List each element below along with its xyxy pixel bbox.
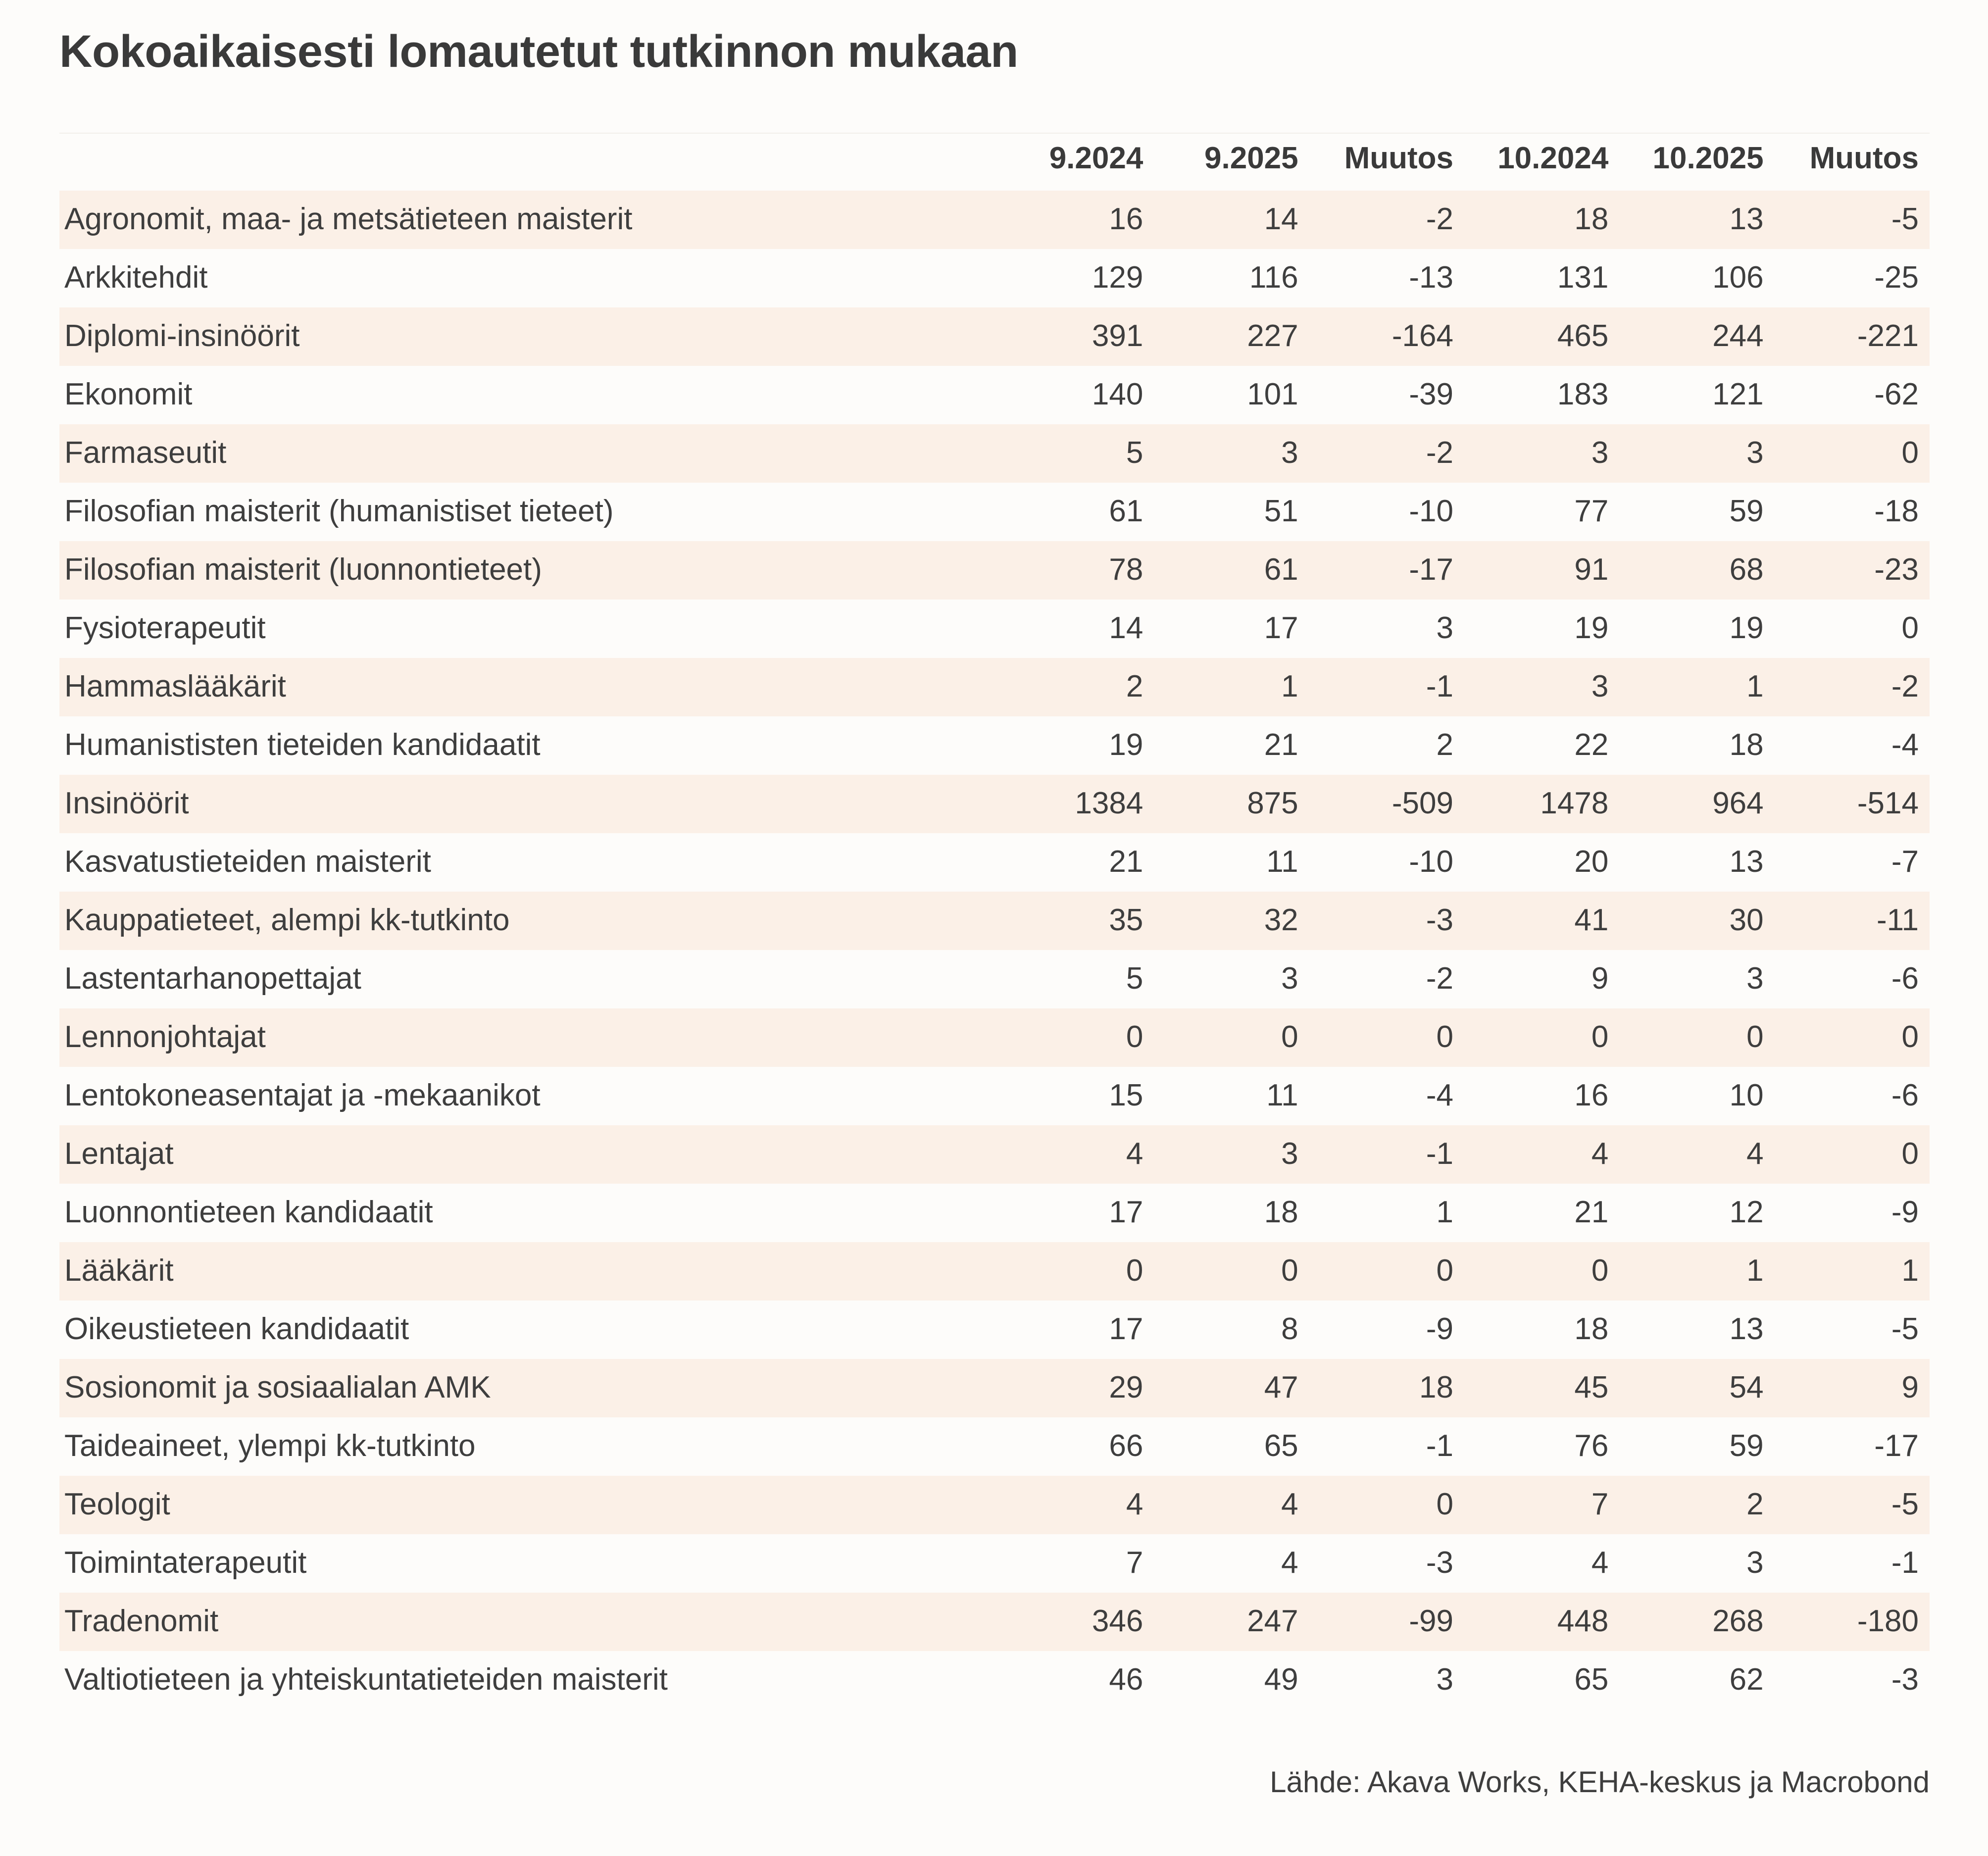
table-cell: -514 [1775,775,1930,833]
table-row [59,775,1930,833]
table-cell: -5 [1775,1476,1930,1534]
table-cell: 0 [1309,1008,1464,1067]
table-cell: 46 [1109,1662,1143,1697]
table-row [59,483,1930,541]
row-label: Lääkärit [59,1242,999,1301]
table-cell: 18 [1574,1312,1609,1346]
table-cell: 121 [1712,377,1764,411]
table-row [59,307,1930,366]
table-cell: 140 [1092,377,1143,411]
row-label: Lentokoneasentajat ja -mekaanikot [64,1078,541,1112]
row-label: Fysioterapeutit [64,611,266,645]
table-cell: -62 [1874,377,1919,411]
table-cell: -221 [1775,307,1930,366]
table-cell: 1 [1619,1242,1774,1301]
table-cell: -10 [1409,845,1453,879]
row-label: Filosofian maisterit (humanistiset tieteet) [64,494,614,528]
table-cell: 0 [1619,1008,1774,1067]
table-cell: 3 [1746,1546,1764,1580]
table-row [59,1651,1930,1709]
table-cell: 0 [1464,1008,1619,1067]
table-header [59,133,1930,191]
table-cell: 4 [1591,1546,1609,1580]
row-label: Kasvatustieteiden maisterit [64,845,431,879]
table-cell: 0 [1464,1242,1619,1301]
table-cell: 45 [1464,1359,1619,1417]
column-header-10-2025: 10.2025 [1619,133,1774,191]
table-cell: 68 [1619,541,1774,600]
row-label: Filosofian maisterit (luonnontieteet) [59,541,999,600]
table-cell: 19 [1109,728,1143,762]
table-cell: 61 [1154,541,1309,600]
row-label: Kauppatieteet, alempi kk-tutkinto [59,892,999,950]
table-cell: 21 [1109,845,1143,879]
table-cell: 244 [1619,307,1774,366]
table-cell: 247 [1154,1593,1309,1651]
table-cell: 116 [1249,260,1298,295]
table-row [59,249,1930,307]
table-cell: 131 [1557,260,1609,295]
row-label: Ekonomit [64,377,193,411]
table-cell: 391 [999,307,1154,366]
table-cell: -13 [1409,260,1453,295]
table-body [59,191,1930,1709]
table-cell: 4 [999,1125,1154,1184]
table-cell: 7 [1126,1546,1143,1580]
table-cell: 19 [1729,611,1764,645]
table-cell: 10 [1729,1078,1764,1112]
table-cell: -3 [1309,892,1464,950]
table-cell: 22 [1574,728,1609,762]
table-cell: -25 [1874,260,1919,295]
table-cell: 0 [1309,1242,1464,1301]
table-cell: 3 [1464,658,1619,716]
table-cell: 29 [999,1359,1154,1417]
row-label: Toimintaterapeutit [64,1546,307,1580]
table-cell: 13 [1619,191,1774,249]
row-label: Insinöörit [59,775,999,833]
table-cell: 18 [1309,1359,1464,1417]
row-label: Hammaslääkärit [59,658,999,716]
table-cell: -6 [1891,1078,1919,1112]
table-row [59,1534,1930,1593]
table-cell: -1 [1891,1546,1919,1580]
table-row [59,1242,1930,1301]
table-cell: -5 [1775,191,1930,249]
table-row [59,1067,1930,1125]
row-label: Lastentarhanopettajat [64,961,361,996]
table-cell: 3 [1746,961,1764,996]
table-cell: 54 [1619,1359,1774,1417]
table-cell: 59 [1729,494,1764,528]
table-cell: 15 [1109,1078,1143,1112]
table-cell: 3 [1281,961,1298,996]
table-cell: -2 [1775,658,1930,716]
table-cell: 448 [1464,1593,1619,1651]
table-cell: 1 [1436,1195,1453,1229]
table-cell: -10 [1409,494,1453,528]
table-cell: 35 [999,892,1154,950]
row-label: Taideaineet, ylempi kk-tutkinto [64,1429,476,1463]
table-cell: 4 [1154,1476,1309,1534]
table-cell: -2 [1426,961,1453,996]
table-row [59,1184,1930,1242]
table-row [59,424,1930,483]
table-row [59,1359,1930,1417]
table-cell: 41 [1464,892,1619,950]
table-cell: 65 [1574,1662,1609,1697]
table-cell: 78 [999,541,1154,600]
table-cell: 18 [1464,191,1619,249]
row-label: Teologit [59,1476,999,1534]
table-cell: -9 [1891,1195,1919,1229]
table-cell: -11 [1775,892,1930,950]
table-cell: 18 [1729,728,1764,762]
table-cell: 101 [1247,377,1298,411]
table-row [59,366,1930,424]
row-label: Tradenomit [59,1593,999,1651]
table-cell: 12 [1729,1195,1764,1229]
row-label: Agronomit, maa- ja metsätieteen maisterit [59,191,999,249]
table-cell: -9 [1426,1312,1453,1346]
table-cell: 346 [999,1593,1154,1651]
table-cell: 11 [1266,845,1298,879]
table-cell: 183 [1557,377,1609,411]
column-header-label [59,133,999,191]
table-cell: 2 [1436,728,1453,762]
table-cell: 91 [1464,541,1619,600]
table-cell: 129 [1092,260,1143,295]
table-cell: 964 [1619,775,1774,833]
table-cell: 9 [1591,961,1609,996]
table-cell: 0 [1309,1476,1464,1534]
table-cell: 3 [1436,611,1453,645]
table-cell: 268 [1619,1593,1774,1651]
table-cell: 47 [1154,1359,1309,1417]
table-cell: -509 [1309,775,1464,833]
table-cell: 3 [1436,1662,1453,1697]
page-title: Kokoaikaisesti lomautetut tutkinnon mukaan [59,26,1018,77]
table-cell: 3 [1619,424,1774,483]
table-cell: 14 [1154,191,1309,249]
table-cell: 61 [1109,494,1143,528]
table-cell: 875 [1154,775,1309,833]
table-cell: 8 [1281,1312,1298,1346]
table-cell: 7 [1464,1476,1619,1534]
table-cell: -2 [1309,191,1464,249]
table-cell: 21 [1264,728,1298,762]
table-cell: 32 [1154,892,1309,950]
table-cell: 17 [1109,1312,1143,1346]
table-cell: -4 [1891,728,1919,762]
table-cell: -5 [1891,1312,1919,1346]
table-cell: 76 [1574,1429,1609,1463]
row-label: Sosionomit ja sosiaalialan AMK [59,1359,999,1417]
table-cell: -180 [1775,1593,1930,1651]
table-cell: -7 [1891,845,1919,879]
table-cell: 0 [1901,611,1919,645]
row-label: Arkkitehdit [64,260,208,295]
table-row [59,541,1930,600]
table-cell: 16 [1574,1078,1609,1112]
column-header-muutos-1: Muutos [1309,133,1464,191]
table-cell: -23 [1775,541,1930,600]
table-cell: 3 [1154,424,1309,483]
table-cell: 17 [1264,611,1298,645]
table-cell: 19 [1574,611,1609,645]
table-cell: 1384 [999,775,1154,833]
table-cell: 20 [1574,845,1609,879]
table-cell: 0 [1775,1125,1930,1184]
table-cell: 77 [1574,494,1609,528]
table-cell: -1 [1426,1429,1453,1463]
row-label: Lentajat [59,1125,999,1184]
table-row [59,716,1930,775]
table-cell: -4 [1426,1078,1453,1112]
column-header-10-2024: 10.2024 [1464,133,1619,191]
table-cell: 17 [1109,1195,1143,1229]
table-cell: 49 [1264,1662,1298,1697]
table-row [59,1593,1930,1651]
table-cell: 5 [1126,961,1143,996]
row-label: Luonnontieteen kandidaatit [64,1195,433,1229]
table-cell: 13 [1729,1312,1764,1346]
table-row [59,191,1930,249]
table-cell: 21 [1574,1195,1609,1229]
table-cell: -17 [1309,541,1464,600]
table-row [59,1417,1930,1476]
table-cell: -1 [1309,658,1464,716]
table-cell: 465 [1464,307,1619,366]
table-row [59,892,1930,950]
table-cell: 3 [1464,424,1619,483]
table-cell: 0 [999,1242,1154,1301]
table-row [59,1476,1930,1534]
row-label: Humanististen tieteiden kandidaatit [64,728,541,762]
row-label: Lennonjohtajat [59,1008,999,1067]
table-cell: -6 [1891,961,1919,996]
table-cell: -3 [1891,1662,1919,1697]
table-cell: 14 [1109,611,1143,645]
table-header-row [59,133,1930,191]
table-cell: 13 [1729,845,1764,879]
table-cell: 4 [999,1476,1154,1534]
table-cell: -2 [1309,424,1464,483]
table-cell: -3 [1426,1546,1453,1580]
table-cell: 11 [1266,1078,1298,1112]
table-cell: 0 [1154,1008,1309,1067]
table-cell: -1 [1309,1125,1464,1184]
table-cell: 66 [1109,1429,1143,1463]
source-note: Lähde: Akava Works, KEHA-keskus ja Macrobond [1270,1765,1930,1799]
row-label: Diplomi-insinöörit [59,307,999,366]
table-cell: 0 [999,1008,1154,1067]
table-row [59,1125,1930,1184]
row-label: Valtiotieteen ja yhteiskuntatieteiden maisterit [64,1662,668,1697]
row-label: Oikeustieteen kandidaatit [64,1312,409,1346]
table-cell: 4 [1619,1125,1774,1184]
table-row [59,1301,1930,1359]
table-cell: 227 [1154,307,1309,366]
table-cell: 1 [1775,1242,1930,1301]
table-cell: 62 [1729,1662,1764,1697]
table-cell: 1478 [1464,775,1619,833]
table-cell: -164 [1309,307,1464,366]
table-cell: 0 [1775,1008,1930,1067]
table-cell: 2 [1619,1476,1774,1534]
table-cell: 59 [1729,1429,1764,1463]
table-cell: -18 [1874,494,1919,528]
table-cell: 2 [999,658,1154,716]
table-cell: 0 [1775,424,1930,483]
table-cell: 65 [1264,1429,1298,1463]
table-row [59,950,1930,1008]
table-cell: 106 [1712,260,1764,295]
table-row [59,600,1930,658]
table-cell: 30 [1619,892,1774,950]
table-row [59,1008,1930,1067]
table-cell: 18 [1264,1195,1298,1229]
table-row [59,658,1930,716]
table-cell: 4 [1464,1125,1619,1184]
data-table-container [59,133,1930,1709]
table-cell: 3 [1154,1125,1309,1184]
table-cell: -17 [1874,1429,1919,1463]
table-cell: 1 [1154,658,1309,716]
row-label: Farmaseutit [59,424,999,483]
table-cell: 9 [1775,1359,1930,1417]
table-cell: 1 [1619,658,1774,716]
table-cell: -39 [1409,377,1453,411]
table-cell: -99 [1309,1593,1464,1651]
table-cell: 51 [1264,494,1298,528]
column-header-9-2024: 9.2024 [999,133,1154,191]
table-row [59,833,1930,892]
table-cell: 16 [999,191,1154,249]
table-cell: 0 [1154,1242,1309,1301]
data-table [59,133,1930,1709]
column-header-muutos-2: Muutos [1775,133,1930,191]
table-cell: 5 [999,424,1154,483]
table-cell: 4 [1281,1546,1298,1580]
column-header-9-2025: 9.2025 [1154,133,1309,191]
